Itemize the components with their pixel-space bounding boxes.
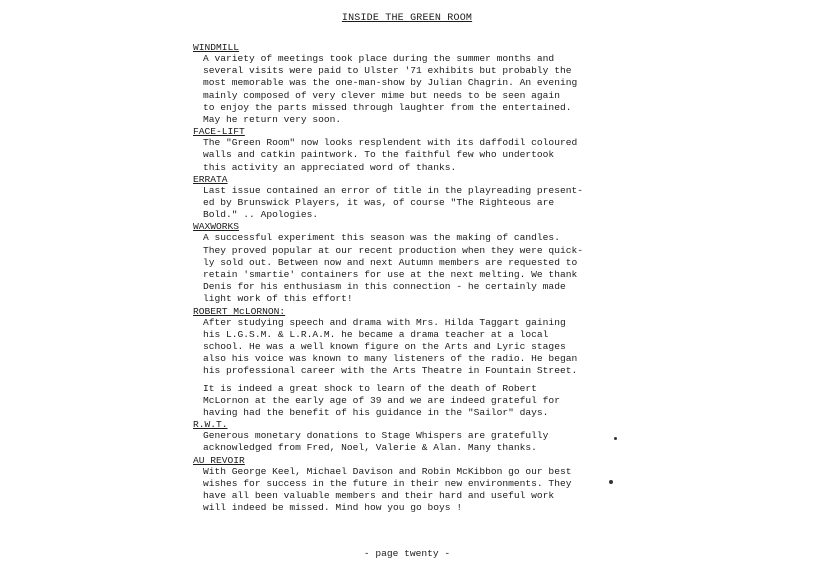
section-heading: AU REVOIR — [193, 454, 245, 466]
section-rwt — [193, 419, 623, 454]
section-paragraph: After studying speech and drama with Mrs. Hilda Taggart gaining his L.G.S.M. & L.R.A.M. he became a drama teacher at a local school. He was a well known figure on the Arts and Lyric stages also his voice was known to many listeners of the radio. He began his professional career with the Arts Theatre in Fountain Street. — [203, 316, 578, 377]
section-au-revoir — [193, 455, 623, 515]
section-face-lift — [193, 126, 623, 174]
section-paragraph: Last issue contained an error of title in the playreading present- ed by Brunswick Players, it was, of course "The Righteous are Bold." .. Apologies. — [203, 184, 583, 221]
stray-mark — [609, 480, 613, 484]
section-paragraph: A successful experiment this season was the making of candles. They proved popular at our recent production when they were quick- ly sold out. Between now and next Autumn members are requested to retain 'smartie' containers for use at the next melting. We thank Denis for his enthusiasm in this connection - he certainly made light work of this effort! — [203, 232, 583, 305]
section-robert-mclornon — [193, 306, 623, 420]
section-heading: FACE-LIFT — [193, 126, 245, 138]
section-paragraph: Generous monetary donations to Stage Whispers are gratefully acknowledged from Fred, Noel, Valerie & Alan. Many thanks. — [203, 430, 549, 454]
section-heading: ROBERT McLORNON: — [193, 305, 286, 317]
section-heading: WAXWORKS — [193, 221, 240, 233]
section-windmill — [193, 42, 623, 126]
page-title-text: INSIDE THE GREEN ROOM — [341, 13, 473, 24]
section-paragraph: A variety of meetings took place during the summer months and several visits were paid to Ulster '71 exhibits but probably the most memorable was the one-man-show by Julian Chagrin. An evening mainly composed of very clever mime but needs to be seen again to enjoy the parts missed through laughter from the entertained. May he return very soon. — [203, 53, 578, 126]
page-title — [0, 13, 814, 24]
section-paragraph: With George Keel, Michael Davison and Robin McKibbon go our best wishes for success in the future in their new environments. They have all been valuable members and their hard and useful work will indeed be missed. Mind how you go boys ! — [203, 465, 572, 514]
article-body — [193, 42, 623, 515]
section-heading: ERRATA — [193, 173, 228, 185]
section-heading: R.W.T. — [193, 419, 228, 431]
section-heading: WINDMILL — [193, 42, 240, 53]
page-footer: - page twenty - — [363, 548, 451, 559]
section-errata — [193, 174, 623, 222]
stray-mark — [614, 437, 617, 440]
section-waxworks — [193, 221, 623, 305]
section-paragraph: It is indeed a great shock to learn of the death of Robert McLornon at the early age of 39 and we are indeed grateful for having had the benefit of his guidance in the "Sailor" days. — [203, 382, 560, 419]
section-paragraph: The "Green Room" now looks resplendent with its daffodil coloured walls and catkin paintwork. To the faithful few who undertook this activity an appreciated word of thanks. — [203, 137, 578, 173]
